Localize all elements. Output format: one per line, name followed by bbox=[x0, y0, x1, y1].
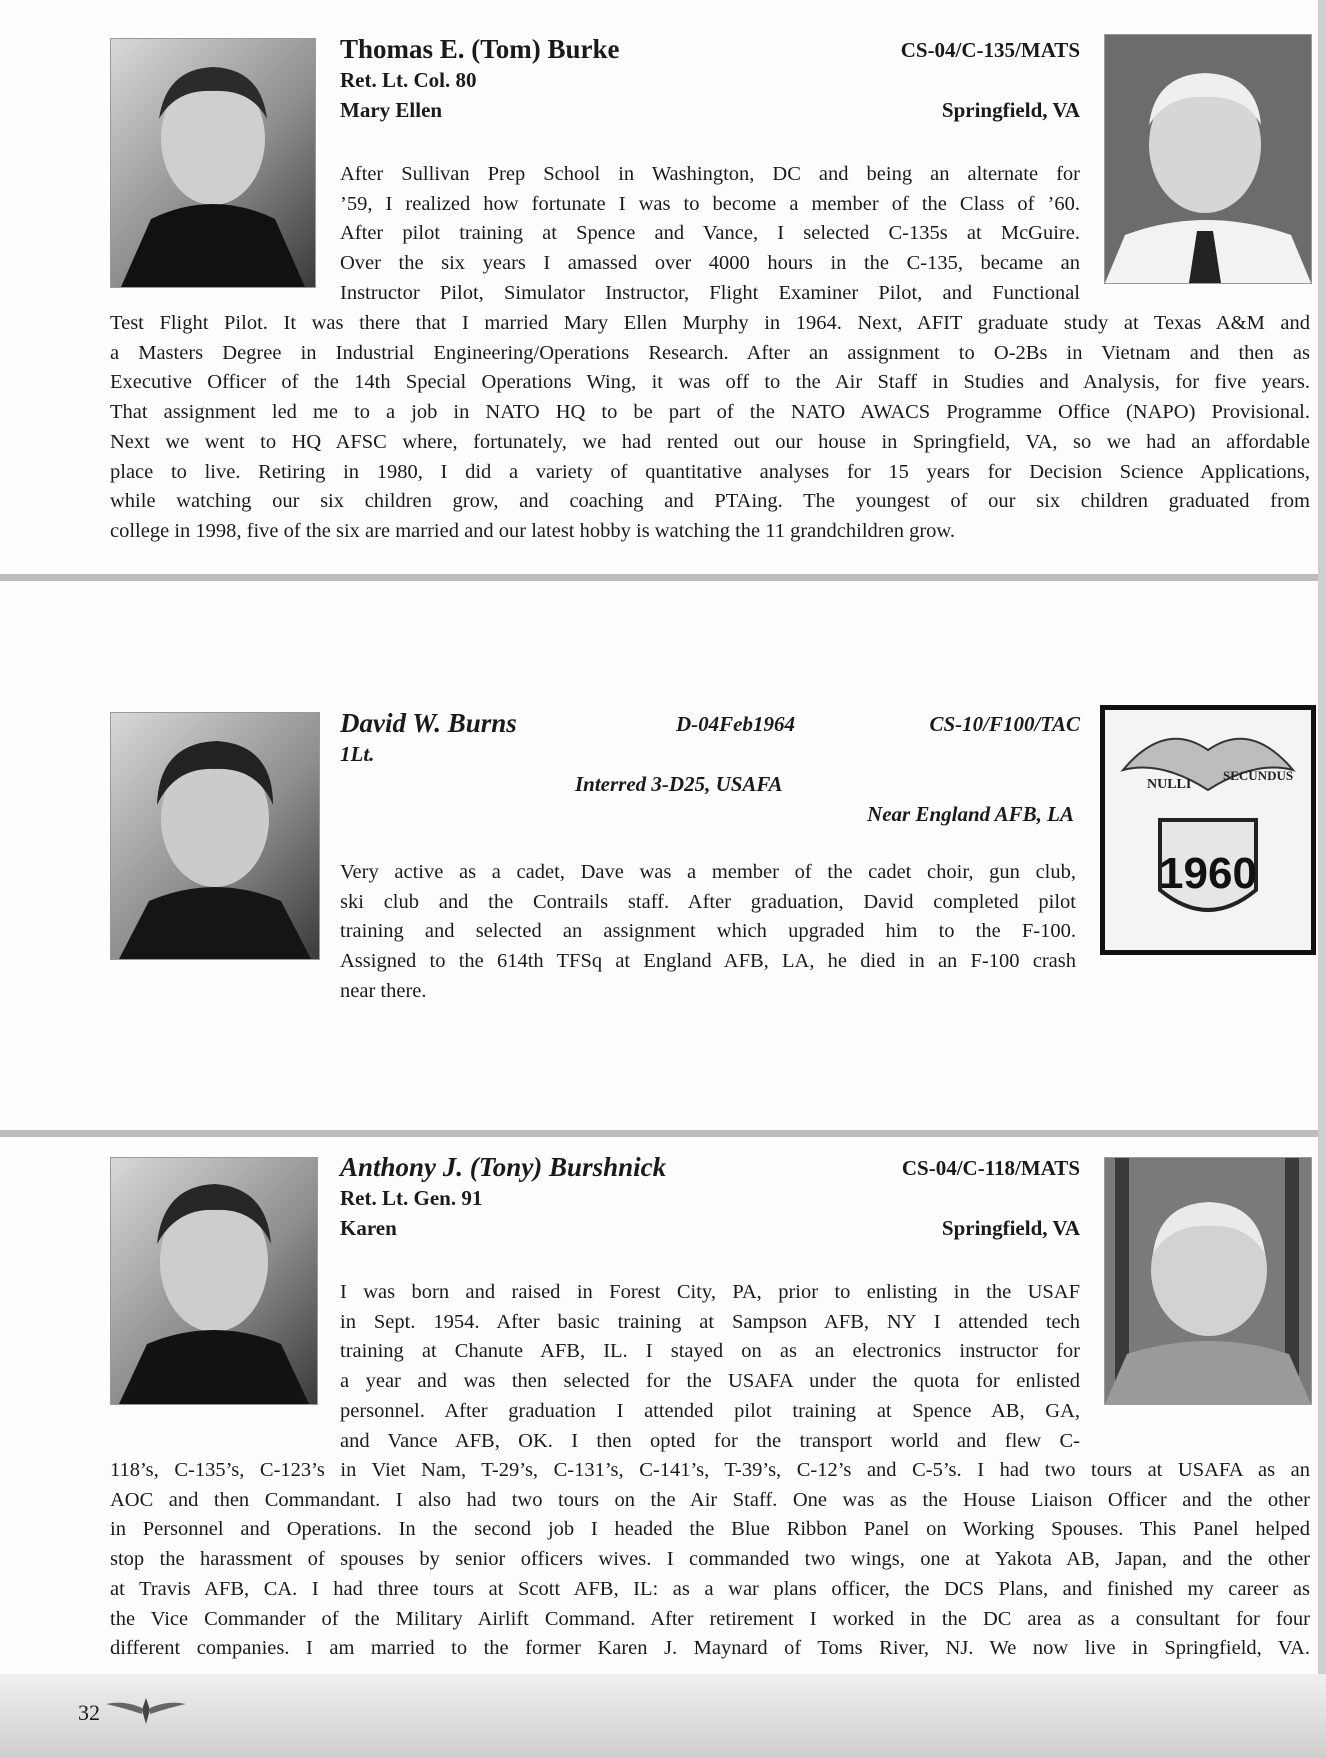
bio-line: different companies. I am married to the former Karen J. Maynard of Toms River, NJ. We now live in Springfield, VA. bbox=[110, 1637, 1310, 1660]
bio-line: near there. bbox=[340, 979, 427, 1002]
entry-code: CS-04/C-118/MATS bbox=[901, 1156, 1080, 1180]
bio-line: ’59, I realized how fortunate I was to become a member of the Class of ’60. bbox=[340, 192, 1080, 215]
recent-photo-burke bbox=[1104, 34, 1312, 284]
bio-line: a year and was then selected for the USAFA under the quota for enlisted bbox=[340, 1370, 1080, 1393]
bio-line: That assignment led me to a job in NATO HQ to be part of the NATO AWACS Programme Office (NAPO) Provisional. bbox=[110, 401, 1310, 424]
footer-band bbox=[0, 1674, 1326, 1758]
entry-death-date: D-04Feb1964 bbox=[676, 712, 795, 736]
entry-bio bbox=[340, 858, 1076, 1007]
bio-line: college in 1998, five of the six are married and our latest hobby is watching the 11 grandchildren grow. bbox=[110, 519, 955, 542]
bio-line: Over the six years I amassed over 4000 hours in the C-135, became an bbox=[340, 252, 1080, 275]
entry-bio bbox=[340, 160, 1080, 309]
cadet-photo-burke bbox=[110, 38, 316, 288]
entry-code: CS-04/C-135/MATS bbox=[900, 38, 1080, 62]
entry-name: Anthony J. (Tony) Burshnick bbox=[340, 1152, 667, 1182]
entry-interred: Interred 3-D25, USAFA bbox=[575, 772, 783, 796]
entry-name: Thomas E. (Tom) Burke bbox=[340, 34, 620, 64]
bio-line: and Vance AFB, OK. I then opted for the transport world and flew C- bbox=[340, 1429, 1080, 1452]
bio-line: while watching our six children grow, and coaching and PTAing. The youngest of our six children graduated from bbox=[110, 490, 1310, 513]
bio-line: stop the harassment of spouses by senior officers wives. I commanded two wings, one at Yakota AB, Japan, and the other bbox=[110, 1548, 1310, 1571]
entry-bio-wide bbox=[110, 309, 1310, 547]
page-edge bbox=[1318, 0, 1326, 1758]
entry-location: Near England AFB, LA bbox=[867, 802, 1074, 826]
entry-rank: 1Lt. bbox=[340, 742, 375, 766]
bio-line: training and selected an assignment which upgraded him to the F-100. bbox=[340, 920, 1076, 943]
bio-line: at Travis AFB, CA. I had three tours at Scott AFB, IL: as a war plans officer, the DCS Plans, and finished my career as bbox=[110, 1577, 1310, 1600]
class-crest bbox=[1100, 705, 1316, 955]
bio-line: After Sullivan Prep School in Washington, DC and being an alternate for bbox=[340, 163, 1080, 185]
bio-line: Instructor Pilot, Simulator Instructor, Flight Examiner Pilot, and Functional bbox=[340, 281, 1080, 304]
crest-text-year: 1960 bbox=[1159, 849, 1257, 898]
recent-photo-burshnick bbox=[1104, 1157, 1312, 1405]
entry-location: Springfield, VA bbox=[941, 98, 1080, 122]
bio-line: the Vice Commander of the Military Airlift Command. After retirement I worked in the DC area as a consultant for four bbox=[110, 1607, 1310, 1630]
entry-spouse: Mary Ellen bbox=[340, 98, 443, 122]
entry-bio-wide bbox=[110, 1456, 1310, 1664]
bio-line: Very active as a cadet, Dave was a member of the cadet choir, gun club, bbox=[340, 861, 1076, 883]
bio-line: in Personnel and Operations. In the second job I headed the Blue Ribbon Panel on Working Spouses. This Panel helped bbox=[110, 1518, 1310, 1541]
entry-rank: Ret. Lt. Col. 80 bbox=[340, 68, 477, 92]
entry-name: David W. Burns bbox=[340, 708, 517, 738]
bio-line: ski club and the Contrails staff. After graduation, David completed pilot bbox=[340, 890, 1076, 913]
entry-rank: Ret. Lt. Gen. 91 bbox=[340, 1186, 483, 1210]
entry-location: Springfield, VA bbox=[941, 1216, 1080, 1240]
bio-line: I was born and raised in Forest City, PA, prior to enlisting in the USAF bbox=[340, 1281, 1080, 1303]
bio-line: Test Flight Pilot. It was there that I married Mary Ellen Murphy in 1964. Next, AFIT graduate study at Texas A&M and bbox=[110, 312, 1310, 334]
bio-line: Executive Officer of the 14th Special Operations Wing, it was off to the Air Staff in Studies and Analysis, for five years. bbox=[110, 371, 1310, 394]
bio-line: a Masters Degree in Industrial Engineering/Operations Research. After an assignment to O-2Bs in Vietnam and then as bbox=[110, 341, 1310, 364]
bio-line: After pilot training at Spence and Vance, I selected C-135s at McGuire. bbox=[340, 222, 1080, 245]
entry-bio bbox=[340, 1278, 1080, 1456]
cadet-photo-burns bbox=[110, 712, 320, 960]
entry-code: CS-10/F100/TAC bbox=[929, 712, 1080, 736]
cadet-photo-burshnick bbox=[110, 1157, 318, 1405]
bio-line: in Sept. 1954. After basic training at Sampson AFB, NY I attended tech bbox=[340, 1310, 1080, 1333]
bio-line: personnel. After graduation I attended pilot training at Spence AB, GA, bbox=[340, 1399, 1080, 1422]
bio-line: 118’s, C-135’s, C-123’s in Viet Nam, T-29’s, C-131’s, C-141’s, T-39’s, C-12’s and C-5’s. I had two tours at USAFA as an bbox=[110, 1459, 1310, 1481]
bio-line: place to live. Retiring in 1980, I did a variety of quantitative analyses for 15 years for Decision Science Applications, bbox=[110, 460, 1310, 483]
section-divider bbox=[0, 1130, 1318, 1137]
crest-text-secundus: SECUNDUS bbox=[1223, 768, 1294, 783]
section-divider bbox=[0, 574, 1318, 581]
wings-logo-icon bbox=[104, 1690, 188, 1730]
bio-line: Next we went to HQ AFSC where, fortunately, we had rented out our house in Springfield, VA, so we had an affordable bbox=[110, 430, 1310, 453]
bio-line: Assigned to the 614th TFSq at England AFB, LA, he died in an F-100 crash bbox=[340, 950, 1076, 973]
bio-line: AOC and then Commandant. I also had two tours on the Air Staff. One was as the House Liaison Officer and the other bbox=[110, 1488, 1310, 1511]
page-number: 32 bbox=[78, 1700, 100, 1725]
entry-spouse: Karen bbox=[340, 1216, 397, 1240]
bio-line: training at Chanute AFB, IL. I stayed on as an electronics instructor for bbox=[340, 1340, 1080, 1363]
crest-text-nulli: NULLI bbox=[1147, 777, 1192, 792]
